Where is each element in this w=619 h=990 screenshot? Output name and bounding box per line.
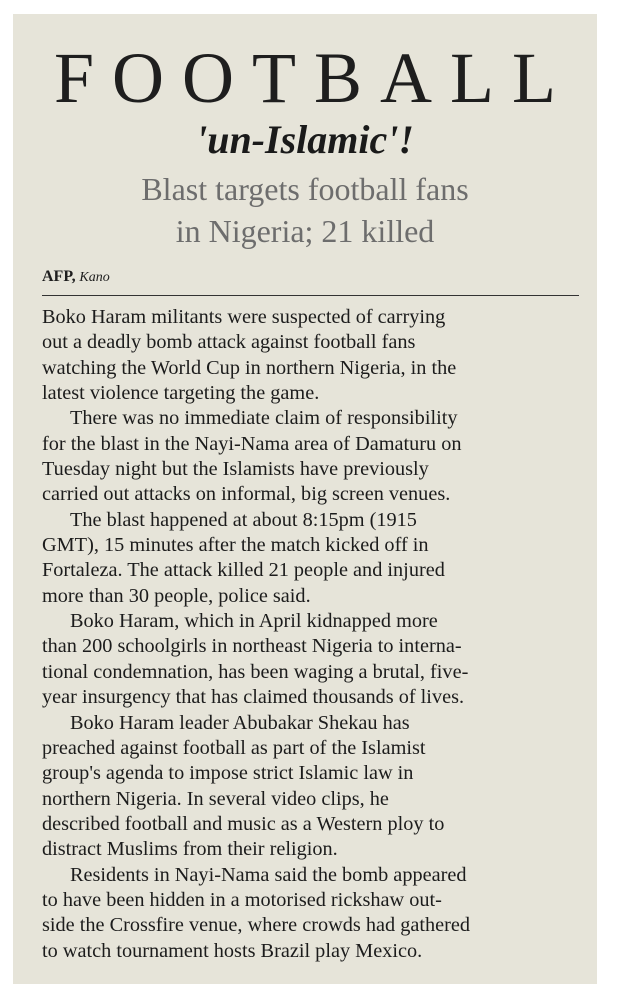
article-line: tional condemnation, has been waging a brutal, five-	[42, 660, 469, 683]
article-line: Fortaleza. The attack killed 21 people and injured	[42, 559, 445, 582]
article-line: described football and music as a Western ploy to	[42, 812, 445, 835]
article-line: Boko Haram, which in April kidnapped more	[70, 610, 438, 633]
article-line: northern Nigeria. In several video clips, he	[42, 787, 389, 810]
byline	[42, 268, 110, 286]
byline-agency: AFP,	[42, 268, 76, 285]
article-line: There was no immediate claim of responsibility	[70, 407, 458, 430]
deck-line: in Nigeria; 21 killed	[175, 213, 435, 249]
article-line: distract Muslims from their religion.	[42, 838, 338, 861]
article-line: side the Crossfire venue, where crowds had gathered	[42, 914, 471, 937]
article-line: preached against football as part of the Islamist	[42, 736, 426, 759]
byline-place: Kano	[79, 270, 110, 285]
article-line: than 200 schoolgirls in northeast Nigeria to interna-	[42, 635, 462, 658]
article-line: carried out attacks on informal, big screen venues.	[42, 483, 451, 506]
article-line: Residents in Nayi-Nama said the bomb appeared	[70, 863, 467, 886]
byline-rule	[42, 295, 579, 296]
headline: FOOTBALL	[54, 38, 574, 118]
article-line: more than 30 people, police said.	[42, 584, 311, 607]
article-line: to watch tournament hosts Brazil play Mexico.	[42, 939, 423, 962]
article-line: out a deadly bomb attack against football fans	[42, 331, 416, 354]
deck	[13, 168, 597, 252]
article-line: Boko Haram leader Abubakar Shekau has	[70, 711, 410, 734]
article-line: for the blast in the Nayi-Nama area of Damaturu on	[42, 432, 462, 455]
article-body	[42, 305, 580, 964]
news-clipping	[13, 14, 597, 984]
article-line: group's agenda to impose strict Islamic law in	[42, 762, 414, 785]
article-line: Boko Haram militants were suspected of carrying	[42, 306, 446, 328]
article-line: year insurgency that has claimed thousands of lives.	[42, 686, 465, 709]
article-line: watching the World Cup in northern Nigeria, in the	[42, 356, 457, 379]
article-line: Tuesday night but the Islamists have previously	[42, 458, 429, 481]
article-line: GMT), 15 minutes after the match kicked off in	[42, 534, 429, 557]
subheadline: 'un-Islamic'!	[196, 117, 414, 162]
article-line: latest violence targeting the game.	[42, 382, 320, 405]
article-line: The blast happened at about 8:15pm (1915	[70, 508, 417, 531]
deck-line: Blast targets football fans	[141, 171, 469, 207]
article-line: to have been hidden in a motorised rickshaw out-	[42, 888, 442, 911]
